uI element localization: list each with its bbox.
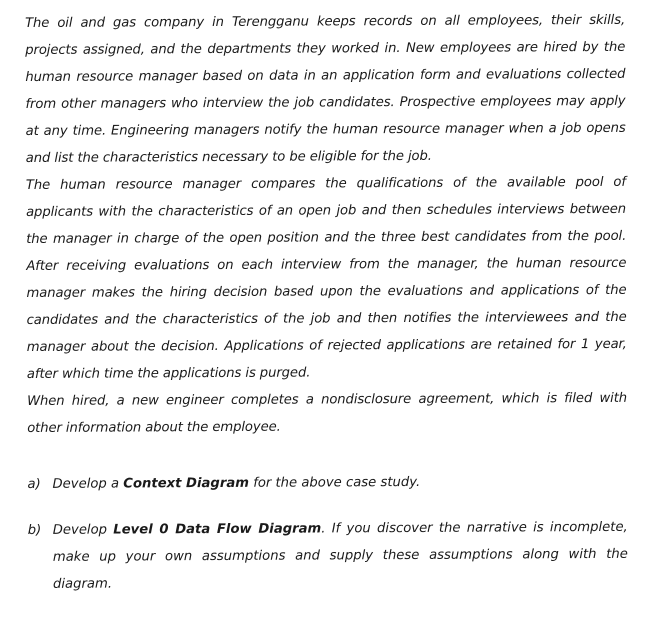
question-suffix: for the above case study. <box>248 474 421 491</box>
question-a <box>27 468 627 498</box>
question-list <box>27 468 628 598</box>
question-b <box>28 514 628 598</box>
case-paragraph-1: The oil and gas company in Terengganu keeps records on all employees, their skills, projects assigned, and the departments they worked in. New employees are hired by the human resource manager based on data in an application form and evaluations collected from other managers who interview the job candidates. Prospective employees may apply at any time. Engineering managers notify the human resource manager when a job opens and list the characteristics necessary to be eligible for the job. <box>25 12 626 166</box>
question-emphasis: Level 0 Data Flow Diagram <box>113 521 322 538</box>
question-text <box>52 468 627 498</box>
question-prefix: Develop <box>52 522 114 538</box>
case-paragraph-3: When hired, a new engineer completes a nondisclosure agreement, which is filed with other information about the employee. <box>27 390 628 436</box>
question-suffix: . If you discover the narrative is incomplete, make up your own assumptions and supply these assumptions along with the diagram. <box>52 519 628 592</box>
question-text <box>53 514 628 598</box>
question-label: a) <box>27 476 41 492</box>
question-emphasis: Context Diagram <box>123 475 250 492</box>
case-paragraph-2: The human resource manager compares the qualifications of the available pool of applicants with the characteristics of an open job and then schedules interviews between the manager in charge of the open position and the three best candidates from the pool. After receiving evaluations on each interview from the manager, the human resource manager makes the hiring decision based upon the evaluations and applications of the candidates and the characteristics of the job and then notifies the interviewees and the manager about the decision. Applications of rejected applications are retained for 1 year, after which time the applications is purged. <box>25 174 627 382</box>
question-label: b) <box>27 522 42 538</box>
case-study-document <box>25 7 628 617</box>
question-prefix: Develop a <box>52 476 124 492</box>
